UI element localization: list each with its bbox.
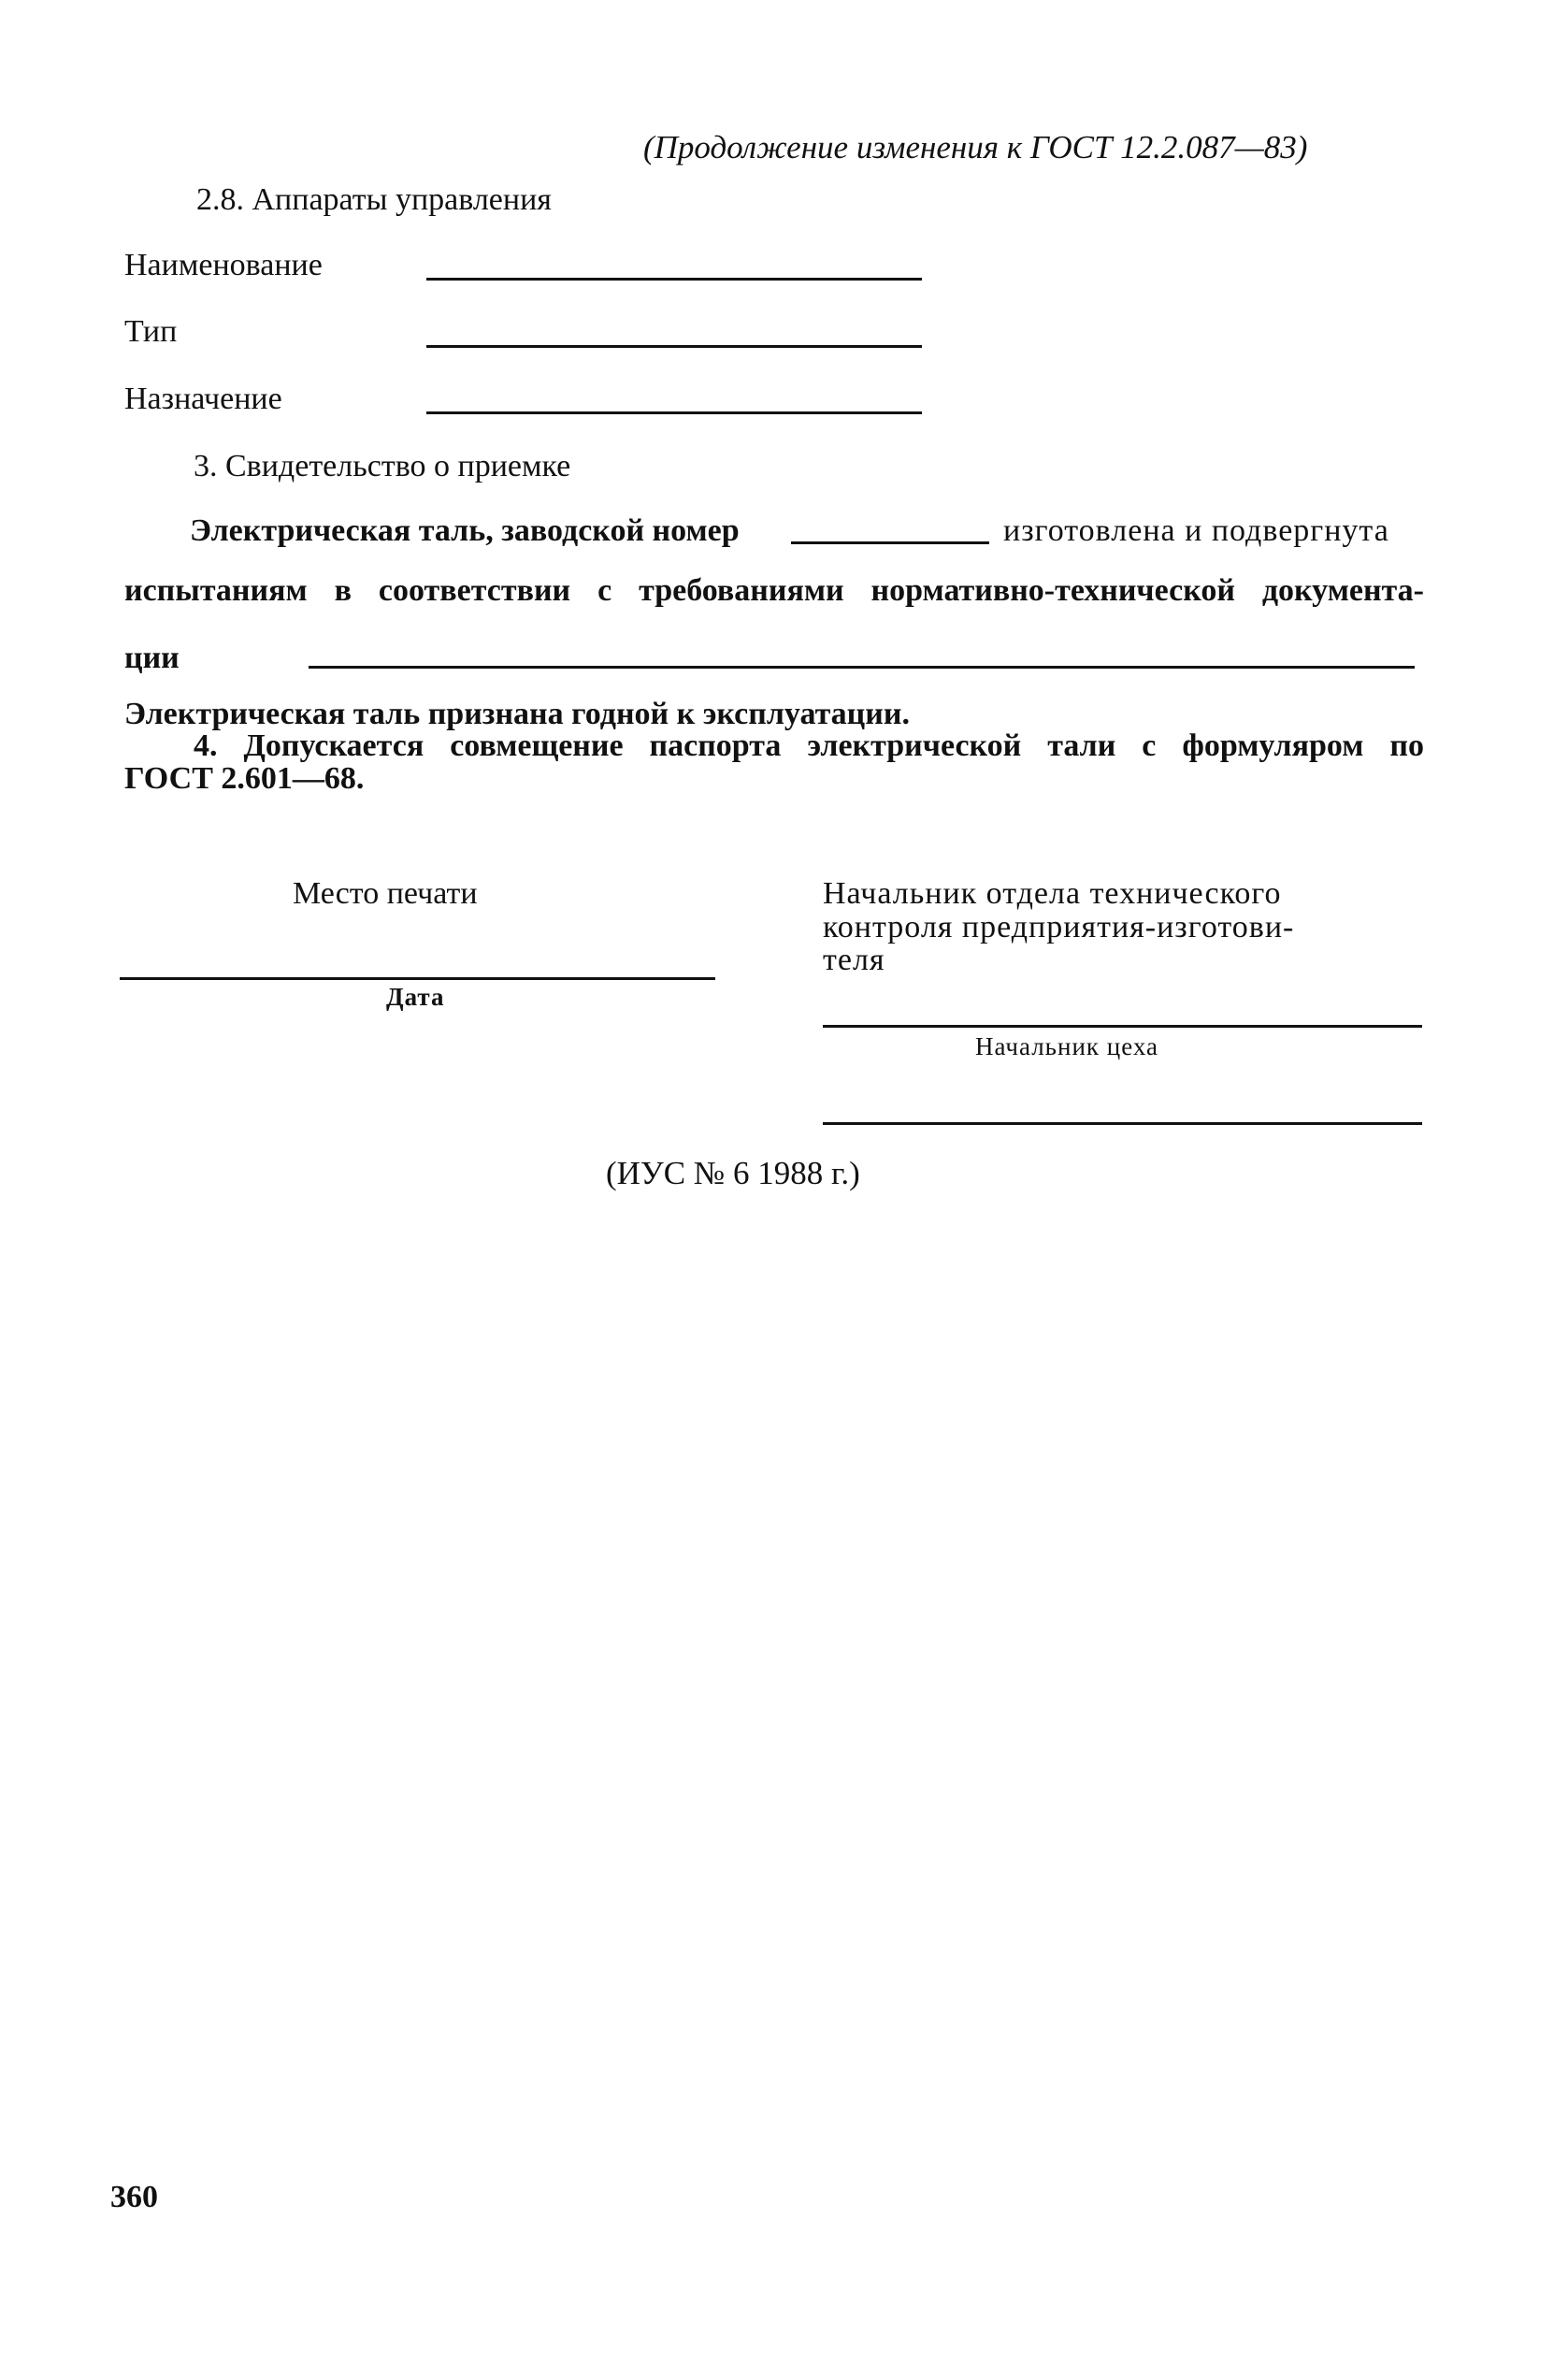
stamp-place-label: Место печати [293,876,478,911]
field-label-type: Тип [124,314,178,349]
section-2-8-title: 2.8. Аппараты управления [196,182,552,217]
otk-signature-line [823,1025,1422,1028]
continuation-header: (Продолжение изменения к ГОСТ 12.2.087—83) [643,129,1308,166]
shop-head-signature-line [823,1122,1422,1125]
acceptance-statement: Электрическая таль признана годной к эксплуатации. [124,697,910,731]
otk-head-line1: Начальник отдела технического [823,876,1282,911]
field-line-type [426,345,922,348]
field-line-name [426,278,922,281]
date-line [120,977,715,980]
section-4-line1: 4. Допускается совмещение паспорта электрической тали с формуляром по [194,728,1424,763]
acceptance-line1-end: изготовлена и подвергнута [1003,513,1389,548]
field-label-purpose: Назначение [124,382,282,416]
serial-number-line [791,541,989,544]
ius-reference: (ИУС № 6 1988 г.) [606,1155,860,1191]
section-4-line2: ГОСТ 2.601—68. [124,761,365,796]
acceptance-line2: испытаниям в соответствии с требованиями нормативно-технической документа- [124,573,1424,608]
acceptance-line1-start: Электрическая таль, заводской номер [190,513,740,548]
otk-head-line3: теля [823,943,885,977]
field-line-purpose [426,411,922,414]
acceptance-line3-start: ции [124,641,180,675]
date-label: Дата [386,983,445,1011]
section-3-title: 3. Свидетельство о приемке [194,449,571,483]
field-label-name: Наименование [124,248,323,282]
otk-head-line2: контроля предприятия-изготови- [823,910,1295,944]
shop-head-label: Начальник цеха [975,1032,1158,1060]
page-number: 360 [110,2180,158,2214]
documentation-line [309,666,1415,669]
